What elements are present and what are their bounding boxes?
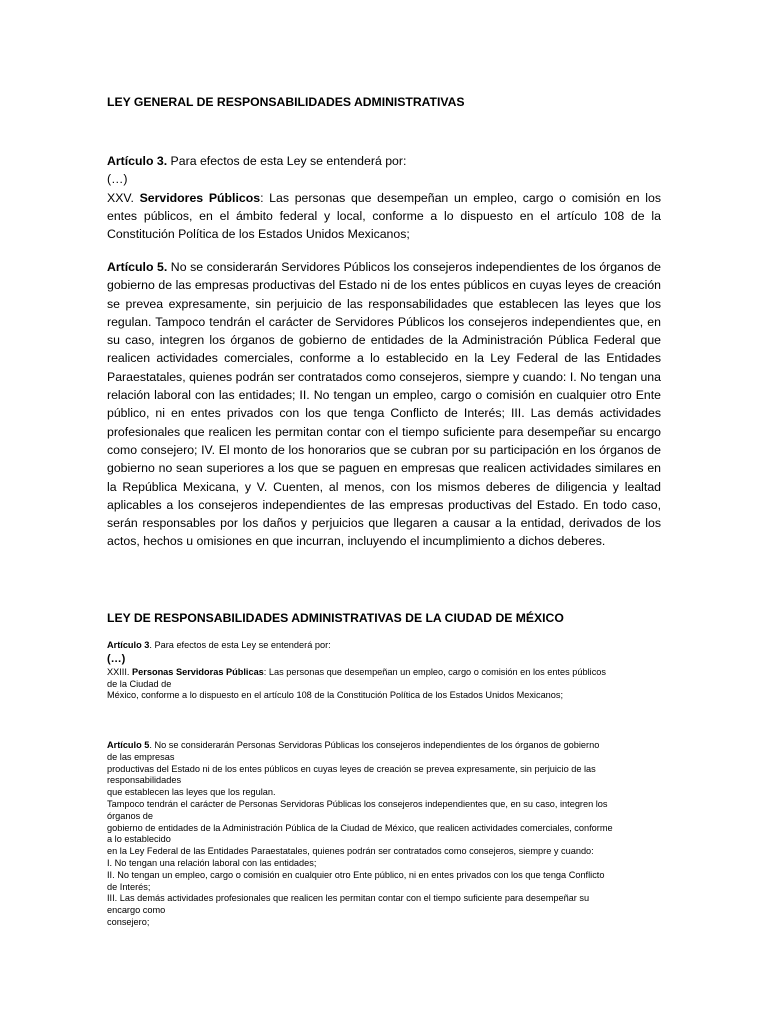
article3-intro <box>107 152 661 170</box>
s2-article5-text1: . No se considerarán Personas Servidoras Públicas los consejeros independientes de los órganos de gobierno <box>149 740 600 750</box>
s2-fraction-line2: de la Ciudad de <box>107 678 172 689</box>
s2-article5-line4: responsabilidades <box>107 775 182 786</box>
s2-fraction-line1 <box>107 667 667 679</box>
s2-article5-line7: órganos de <box>107 810 153 821</box>
s2-article5-line10: en la Ley Federal de las Entidades Paraestatales, quienes podrán ser contratados como consejeros, siempre y cuando: <box>107 846 594 857</box>
section1-title: LEY GENERAL DE RESPONSABILIDADES ADMINISTRATIVAS <box>107 95 465 109</box>
article5-paragraph <box>107 258 661 551</box>
s2-article5-line6: Tampoco tendrán el carácter de Personas Servidoras Públicas los consejeros independientes que, en su caso, integren los <box>107 798 608 809</box>
article3-intro-text: Para efectos de esta Ley se entenderá por: <box>167 154 407 168</box>
article5-label: Artículo 5. <box>107 260 168 274</box>
s2-article5-line5: que establecen las leyes que los regulan. <box>107 787 276 798</box>
fraction-number: XXV. <box>107 190 140 205</box>
s2-article5-line3: productivas del Estado ni de los entes públicos en cuyas leyes de creación se prevea expresamente, sin perjuicio de las <box>107 763 596 774</box>
fraction-term: Servidores Públicos <box>139 190 261 205</box>
section2-title: LEY DE RESPONSABILIDADES ADMINISTRATIVAS DE LA CIUDAD DE MÉXICO <box>107 611 564 625</box>
s2-fraction-term: Personas Servidoras Públicas <box>132 666 264 677</box>
s2-article5-line1 <box>107 740 667 752</box>
fraction-definition: : Las personas que desempeñan un empleo, cargo o comisión en los entes públicos, en el ámbito federal y local, conforme a lo dispuesto en el artículo 108 de la Constitución Política de los Estados Unidos Mexicanos; <box>107 190 661 242</box>
article3-label: Artículo 3. <box>107 154 168 168</box>
article3-fraction <box>107 189 661 244</box>
section2-article3 <box>107 640 667 702</box>
s2-article5-line14: III. Las demás actividades profesionales que realicen les permitan contar con el tiempo suficiente para desempeñar su <box>107 893 590 904</box>
s2-article5-line16: consejero; <box>107 916 150 927</box>
s2-article5-line2: de las empresas <box>107 751 175 762</box>
s2-article5-line12: II. No tengan un empleo, cargo o comisión en cualquier otro Ente público, ni en entes privados con los que tenga Conflicto <box>107 869 605 880</box>
s2-article5-line11: I. No tengan una relación laboral con las entidades; <box>107 857 317 868</box>
s2-article3-ellipsis: (…) <box>107 652 126 665</box>
s2-article3-intro-text: . Para efectos de esta Ley se entenderá por: <box>149 640 331 650</box>
section1-article3 <box>107 152 661 243</box>
s2-fraction-number: XXIII. <box>107 666 133 677</box>
s2-article5-label: Artículo 5 <box>107 740 150 750</box>
section1-article5 <box>107 258 661 551</box>
s2-article3-label: Artículo 3 <box>107 640 150 650</box>
s2-article5-line8: gobierno de entidades de la Administración Pública de la Ciudad de México, que realicen actividades comerciales, conforme <box>107 822 613 833</box>
s2-article3-intro <box>107 640 667 652</box>
s2-article5-line15: encargo como <box>107 905 166 916</box>
s2-article5-line13: de Interés; <box>107 881 151 892</box>
article5-text: No se considerarán Servidores Públicos los consejeros independientes de los órganos de gobierno de las empresas productivas del Estado ni de los entes públicos en cuyas leyes de creación se prevea expresamente, sin perjuicio de las responsabilidades que establecen las leyes que los regulan. Tampoco tendrán el carácter de Servidores Públicos los consejeros independientes que, en su caso, integren los órganos de gobierno de entidades de la Administración Pública Federal que realicen actividades comerciales, conforme a lo establecido en la Ley Federal de las Entidades Paraestatales, quienes podrán ser contratados como consejeros, siempre y cuando: I. No tengan una relación laboral con las entidades; II. No tengan un empleo, cargo o comisión en cualquier otro Ente público, ni en entes privados con los que tenga Conflicto de Interés; III. Las demás actividades profesionales que realicen les permitan contar con el tiempo suficiente para desempeñar su encargo como consejero; IV. El monto de los honorarios que se cubran por su participación en los órganos de gobierno no sean superiores a los que se paguen en empresas que realicen actividades similares en la República Mexicana, y V. Cuenten, al menos, con los mismos deberes de diligencia y lealtad aplicables a los consejeros independientes de las empresas productivas del Estado. En todo caso, serán responsables por los daños y perjuicios que llegaren a causar a la entidad, derivados de los actos, hechos u omisiones en que incurran, incluyendo el incumplimiento a dichos deberes. <box>107 260 661 549</box>
s2-fraction-def1: : Las personas que desempeñan un empleo, cargo o comisión en los entes públicos <box>263 666 606 677</box>
s2-article5-line9: a lo establecido <box>107 834 171 845</box>
s2-fraction-line3: México, conforme a lo dispuesto en el artículo 108 de la Constitución Política de los Estados Unidos Mexicanos; <box>107 690 564 701</box>
article3-ellipsis: (…) <box>107 172 128 187</box>
section2-article5 <box>107 740 667 929</box>
